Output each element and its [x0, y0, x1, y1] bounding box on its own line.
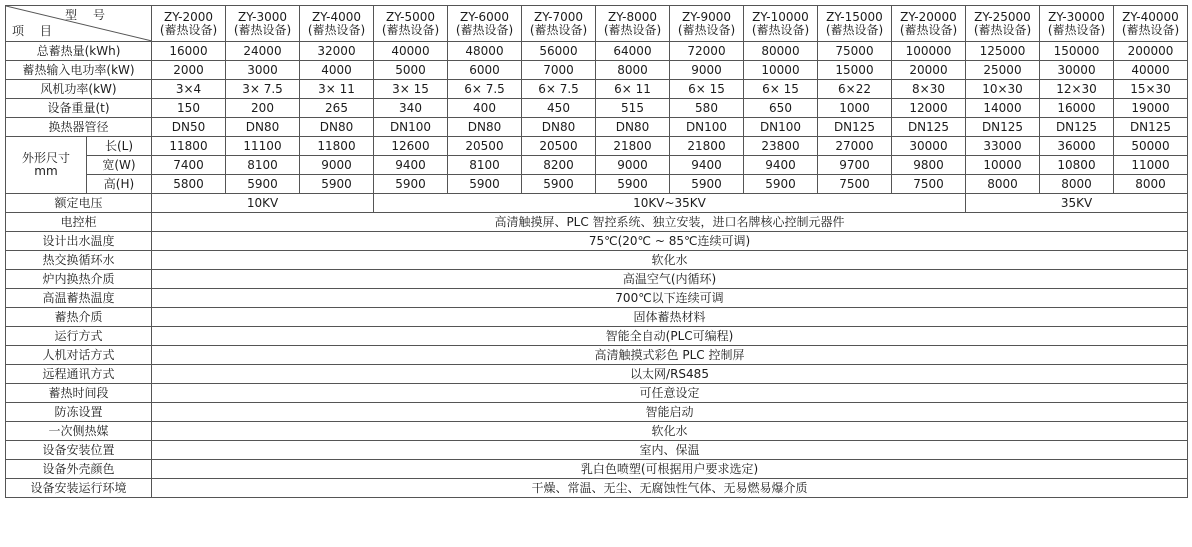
voltage-group-cell: 35KV	[966, 194, 1188, 213]
value-cell: 10000	[966, 156, 1040, 175]
value-cell: 3000	[226, 61, 300, 80]
value-cell: DN80	[300, 118, 374, 137]
value-cell: 72000	[670, 42, 744, 61]
spec-value-cell: 以太网/RS485	[152, 365, 1188, 384]
model-header-cell	[374, 6, 448, 42]
value-cell: 580	[670, 99, 744, 118]
model-name: ZY-5000	[386, 9, 435, 24]
model-subtitle: (蓄热设备)	[603, 22, 662, 37]
spec-value-cell: 高清触摸式彩色 PLC 控制屏	[152, 346, 1188, 365]
model-header-cell	[448, 6, 522, 42]
table-row	[6, 99, 1188, 118]
spec-row	[6, 289, 1188, 308]
value-cell: DN125	[818, 118, 892, 137]
value-cell: 40000	[1114, 61, 1188, 80]
header-row	[6, 6, 1188, 42]
value-cell: 9400	[670, 156, 744, 175]
value-cell: 265	[300, 99, 374, 118]
value-cell: DN125	[892, 118, 966, 137]
model-header-cell	[892, 6, 966, 42]
value-cell: 9800	[892, 156, 966, 175]
row-label: 额定电压	[6, 194, 152, 213]
value-cell: 20000	[892, 61, 966, 80]
model-header-cell	[744, 6, 818, 42]
model-name: ZY-8000	[608, 9, 657, 24]
item-label: 项 目	[12, 24, 58, 38]
row-label: 风机功率(kW)	[6, 80, 152, 99]
voltage-group-cell: 10KV	[152, 194, 374, 213]
value-cell: 11800	[152, 137, 226, 156]
value-cell: 4000	[300, 61, 374, 80]
value-cell: 5900	[374, 175, 448, 194]
model-subtitle: (蓄热设备)	[1047, 22, 1106, 37]
value-cell: 3×4	[152, 80, 226, 99]
value-cell: 11800	[300, 137, 374, 156]
model-subtitle: (蓄热设备)	[529, 22, 588, 37]
value-cell: 9000	[300, 156, 374, 175]
value-cell: 5900	[300, 175, 374, 194]
value-cell: 6×22	[818, 80, 892, 99]
table-row	[6, 156, 1188, 175]
value-cell: 6000	[448, 61, 522, 80]
value-cell: 200	[226, 99, 300, 118]
value-cell: 3× 7.5	[226, 80, 300, 99]
value-cell: 5000	[374, 61, 448, 80]
model-header-cell	[596, 6, 670, 42]
value-cell: 9400	[744, 156, 818, 175]
value-cell: 150000	[1040, 42, 1114, 61]
value-cell: 5900	[226, 175, 300, 194]
value-cell: 5800	[152, 175, 226, 194]
spec-value-cell: 智能全自动(PLC可编程)	[152, 327, 1188, 346]
spec-row	[6, 308, 1188, 327]
value-cell: DN80	[596, 118, 670, 137]
spec-row	[6, 365, 1188, 384]
value-cell: 8000	[966, 175, 1040, 194]
value-cell: DN100	[744, 118, 818, 137]
model-subtitle: (蓄热设备)	[899, 22, 958, 37]
row-label: 运行方式	[6, 327, 152, 346]
model-subtitle: (蓄热设备)	[973, 22, 1032, 37]
value-cell: DN80	[226, 118, 300, 137]
value-cell: DN100	[374, 118, 448, 137]
value-cell: 5900	[744, 175, 818, 194]
value-cell: 10000	[744, 61, 818, 80]
value-cell: 200000	[1114, 42, 1188, 61]
value-cell: 15000	[818, 61, 892, 80]
row-label: 人机对话方式	[6, 346, 152, 365]
value-cell: 9700	[818, 156, 892, 175]
value-cell: 9400	[374, 156, 448, 175]
value-cell: DN50	[152, 118, 226, 137]
value-cell: 75000	[818, 42, 892, 61]
value-cell: 6× 7.5	[448, 80, 522, 99]
value-cell: 36000	[1040, 137, 1114, 156]
value-cell: 23800	[744, 137, 818, 156]
table-row	[6, 118, 1188, 137]
spec-value-cell: 75℃(20℃ ~ 85℃连续可调)	[152, 232, 1188, 251]
spec-row	[6, 422, 1188, 441]
spec-value-cell: 智能启动	[152, 403, 1188, 422]
model-name: ZY-10000	[752, 9, 809, 24]
value-cell: 7500	[818, 175, 892, 194]
row-label: 设备重量(t)	[6, 99, 152, 118]
spec-value-cell: 固体蓄热材料	[152, 308, 1188, 327]
model-subtitle: (蓄热设备)	[307, 22, 366, 37]
value-cell: 9000	[670, 61, 744, 80]
row-label: 蓄热输入电功率(kW)	[6, 61, 152, 80]
model-name: ZY-20000	[900, 9, 957, 24]
dimension-sub-label: 宽(W)	[87, 156, 152, 175]
value-cell: 400	[448, 99, 522, 118]
spec-table-body	[6, 6, 1188, 498]
row-label: 换热器管径	[6, 118, 152, 137]
spec-row	[6, 270, 1188, 289]
value-cell: 80000	[744, 42, 818, 61]
model-subtitle: (蓄热设备)	[381, 22, 440, 37]
voltage-group-cell: 10KV~35KV	[374, 194, 966, 213]
value-cell: 125000	[966, 42, 1040, 61]
value-cell: 25000	[966, 61, 1040, 80]
value-cell: 8000	[596, 61, 670, 80]
model-subtitle: (蓄热设备)	[1121, 22, 1180, 37]
value-cell: DN125	[1114, 118, 1188, 137]
row-label: 热交换循环水	[6, 251, 152, 270]
row-label: 一次侧热媒	[6, 422, 152, 441]
model-header-cell	[300, 6, 374, 42]
value-cell: 8000	[1040, 175, 1114, 194]
row-label: 高温蓄热温度	[6, 289, 152, 308]
value-cell: DN125	[1040, 118, 1114, 137]
value-cell: 30000	[892, 137, 966, 156]
value-cell: 3× 11	[300, 80, 374, 99]
value-cell: 20500	[448, 137, 522, 156]
row-label: 电控柜	[6, 213, 152, 232]
value-cell: DN80	[522, 118, 596, 137]
model-name: ZY-2000	[164, 9, 213, 24]
table-row	[6, 80, 1188, 99]
value-cell: 8100	[448, 156, 522, 175]
value-cell: 21800	[670, 137, 744, 156]
voltage-row	[6, 194, 1188, 213]
model-subtitle: (蓄热设备)	[159, 22, 218, 37]
spec-row	[6, 251, 1188, 270]
model-subtitle: (蓄热设备)	[825, 22, 884, 37]
value-cell: 515	[596, 99, 670, 118]
row-label: 蓄热介质	[6, 308, 152, 327]
spec-value-cell: 软化水	[152, 422, 1188, 441]
model-header-cell	[1040, 6, 1114, 42]
value-cell: 12×30	[1040, 80, 1114, 99]
spec-row	[6, 232, 1188, 251]
value-cell: 650	[744, 99, 818, 118]
value-cell: 100000	[892, 42, 966, 61]
model-header-cell	[1114, 6, 1188, 42]
value-cell: 7400	[152, 156, 226, 175]
value-cell: 450	[522, 99, 596, 118]
dimension-label: 外形尺寸	[21, 151, 70, 165]
value-cell: 20500	[522, 137, 596, 156]
spec-value-cell: 干燥、常温、无尘、无腐蚀性气体、无易燃易爆介质	[152, 479, 1188, 498]
spec-row	[6, 441, 1188, 460]
value-cell: 6× 7.5	[522, 80, 596, 99]
header-corner-cell	[6, 6, 152, 42]
row-label: 远程通讯方式	[6, 365, 152, 384]
row-label: 设备安装运行环境	[6, 479, 152, 498]
value-cell: 5900	[448, 175, 522, 194]
spec-row	[6, 384, 1188, 403]
value-cell: 21800	[596, 137, 670, 156]
spec-value-cell: 可任意设定	[152, 384, 1188, 403]
value-cell: 150	[152, 99, 226, 118]
model-header-cell	[818, 6, 892, 42]
table-row	[6, 42, 1188, 61]
value-cell: 3× 15	[374, 80, 448, 99]
dimension-sub-label: 长(L)	[87, 137, 152, 156]
value-cell: 6× 11	[596, 80, 670, 99]
row-label: 炉内换热介质	[6, 270, 152, 289]
value-cell: 40000	[374, 42, 448, 61]
model-name: ZY-9000	[682, 9, 731, 24]
value-cell: 12600	[374, 137, 448, 156]
spec-row	[6, 403, 1188, 422]
model-label: 型 号	[65, 8, 111, 22]
value-cell: 5900	[522, 175, 596, 194]
model-name: ZY-25000	[974, 9, 1031, 24]
model-header-cell	[226, 6, 300, 42]
value-cell: 8100	[226, 156, 300, 175]
model-name: ZY-3000	[238, 9, 287, 24]
model-subtitle: (蓄热设备)	[455, 22, 514, 37]
model-name: ZY-6000	[460, 9, 509, 24]
value-cell: DN125	[966, 118, 1040, 137]
value-cell: 16000	[1040, 99, 1114, 118]
model-header-cell	[152, 6, 226, 42]
spec-row	[6, 479, 1188, 498]
spec-table-container	[5, 5, 1188, 498]
value-cell: 8200	[522, 156, 596, 175]
spec-value-cell: 高清触摸屏、PLC 智控系统、独立安装，进口名牌核心控制元器件	[152, 213, 1188, 232]
row-label: 防冻设置	[6, 403, 152, 422]
value-cell: 56000	[522, 42, 596, 61]
value-cell: 8000	[1114, 175, 1188, 194]
value-cell: 27000	[818, 137, 892, 156]
value-cell: 24000	[226, 42, 300, 61]
table-row	[6, 61, 1188, 80]
spec-table	[5, 5, 1188, 498]
value-cell: 15×30	[1114, 80, 1188, 99]
spec-row	[6, 213, 1188, 232]
model-name: ZY-40000	[1122, 9, 1179, 24]
table-row	[6, 137, 1188, 156]
model-name: ZY-15000	[826, 9, 883, 24]
model-subtitle: (蓄热设备)	[751, 22, 810, 37]
spec-value-cell: 高温空气(内循环)	[152, 270, 1188, 289]
value-cell: 64000	[596, 42, 670, 61]
model-header-cell	[670, 6, 744, 42]
value-cell: 12000	[892, 99, 966, 118]
model-header-cell	[522, 6, 596, 42]
model-name: ZY-7000	[534, 9, 583, 24]
value-cell: 10×30	[966, 80, 1040, 99]
value-cell: 7500	[892, 175, 966, 194]
table-row	[6, 175, 1188, 194]
value-cell: 30000	[1040, 61, 1114, 80]
row-label: 设计出水温度	[6, 232, 152, 251]
spec-value-cell: 乳白色喷塑(可根据用户要求选定)	[152, 460, 1188, 479]
value-cell: 9000	[596, 156, 670, 175]
value-cell: 340	[374, 99, 448, 118]
value-cell: 16000	[152, 42, 226, 61]
model-subtitle: (蓄热设备)	[677, 22, 736, 37]
value-cell: 6× 15	[670, 80, 744, 99]
value-cell: 5900	[670, 175, 744, 194]
row-label: 总蓄热量(kWh)	[6, 42, 152, 61]
value-cell: 48000	[448, 42, 522, 61]
spec-value-cell: 软化水	[152, 251, 1188, 270]
value-cell: 6× 15	[744, 80, 818, 99]
spec-row	[6, 460, 1188, 479]
value-cell: 14000	[966, 99, 1040, 118]
dimension-sub-label: 高(H)	[87, 175, 152, 194]
value-cell: 10800	[1040, 156, 1114, 175]
row-label: 蓄热时间段	[6, 384, 152, 403]
value-cell: 1000	[818, 99, 892, 118]
value-cell: 7000	[522, 61, 596, 80]
spec-row	[6, 346, 1188, 365]
value-cell: 8×30	[892, 80, 966, 99]
row-label: 设备安装位置	[6, 441, 152, 460]
dimension-group-label	[6, 137, 87, 194]
value-cell: 50000	[1114, 137, 1188, 156]
value-cell: DN80	[448, 118, 522, 137]
value-cell: 32000	[300, 42, 374, 61]
model-subtitle: (蓄热设备)	[233, 22, 292, 37]
model-header-cell	[966, 6, 1040, 42]
dimension-unit: mm	[34, 164, 58, 178]
value-cell: 5900	[596, 175, 670, 194]
value-cell: 19000	[1114, 99, 1188, 118]
model-name: ZY-4000	[312, 9, 361, 24]
model-name: ZY-30000	[1048, 9, 1105, 24]
value-cell: 33000	[966, 137, 1040, 156]
value-cell: 11000	[1114, 156, 1188, 175]
value-cell: 11100	[226, 137, 300, 156]
row-label: 设备外壳颜色	[6, 460, 152, 479]
spec-value-cell: 室内、保温	[152, 441, 1188, 460]
value-cell: DN100	[670, 118, 744, 137]
spec-value-cell: 700℃以下连续可调	[152, 289, 1188, 308]
value-cell: 2000	[152, 61, 226, 80]
spec-row	[6, 327, 1188, 346]
